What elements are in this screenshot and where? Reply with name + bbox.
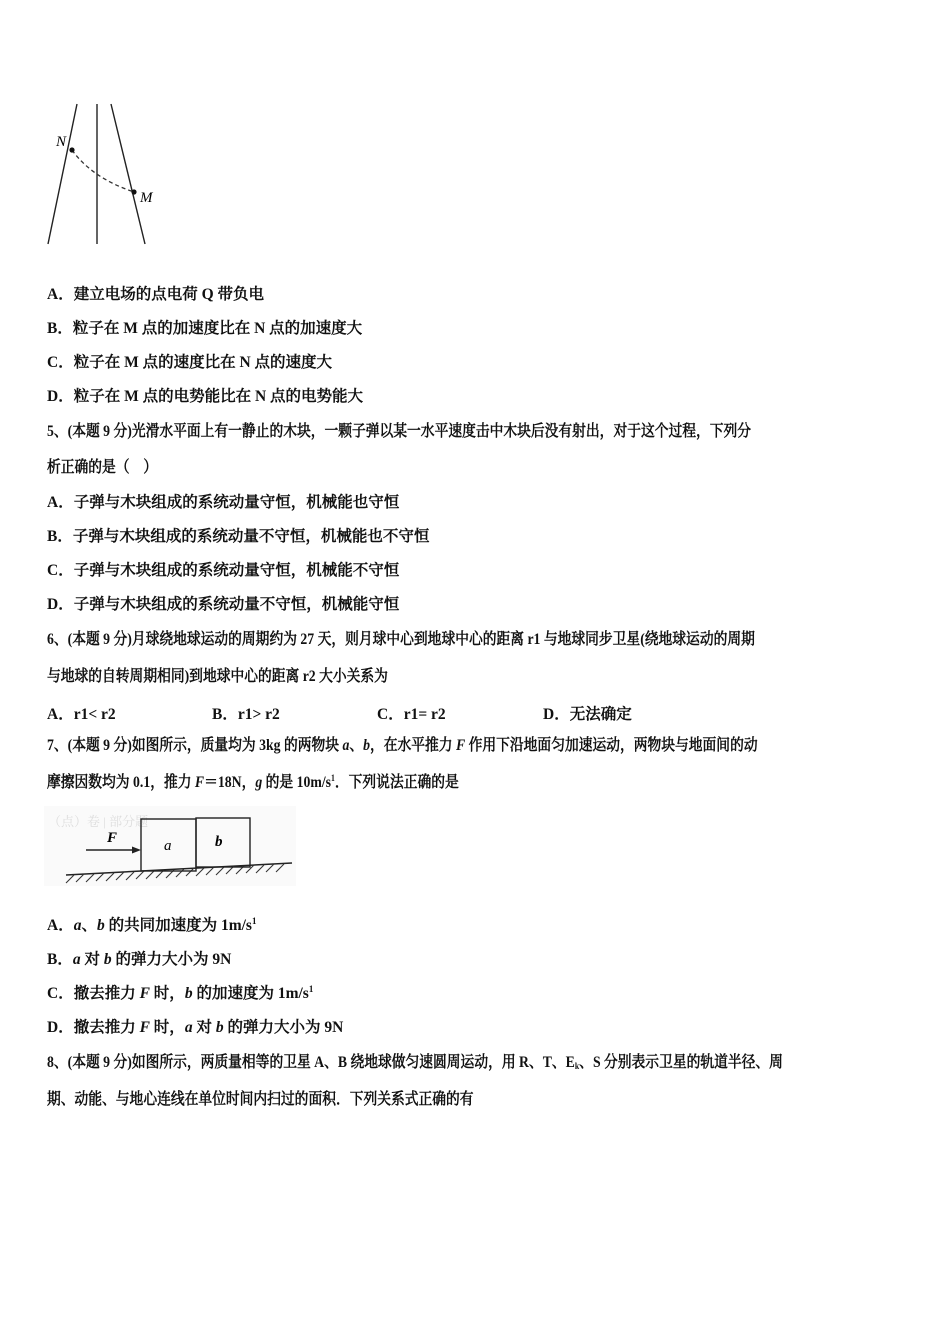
block-a-label: a bbox=[164, 838, 172, 854]
svg-text:（点）卷 | 部分题: （点）卷 | 部分题 bbox=[48, 814, 149, 829]
q4-option-d[interactable]: D．粒子在 M 点的电势能比在 N 点的电势能大 bbox=[47, 388, 364, 405]
q7-option-a[interactable]: A．a、b 的共同加速度为 $1m/s^1$ bbox=[47, 916, 257, 934]
q5-stem-line2: 析正确的是（ ） bbox=[47, 459, 158, 476]
point-n bbox=[69, 147, 74, 152]
q6-stem-line1: 6、(本题 9 分)月球绕地球运动的周期约为 27 天，则月球中心到地球中心的距离 r1 与地球同步卫星(绕地球运动的周期 bbox=[47, 631, 755, 648]
q6-option-d[interactable]: D．无法确定 bbox=[543, 706, 632, 723]
q5-option-c[interactable]: C．子弹与木块组成的系统动量守恒，机械能不守恒 bbox=[47, 562, 400, 579]
q7-stem-line2: 摩擦因数均为 0.1，推力 F＝18N，g 的是 $10m/s^1$．下列说法正确的是 bbox=[47, 773, 459, 791]
q5-stem-line1: 5、(本题 9 分)光滑水平面上有一静止的木块，一颗子弹以某一水平速度击中木块后没有射出，对于这个过程，下列分 bbox=[47, 423, 752, 440]
q7-option-d[interactable]: D．撤去推力 F 时，a 对 b 的弹力大小为 9N bbox=[47, 1019, 344, 1036]
point-m bbox=[131, 189, 136, 194]
q7-option-c[interactable]: C．撤去推力 F 时，b 的加速度为 $1m/s^1$ bbox=[47, 984, 314, 1002]
q7-option-b[interactable]: B．a 对 b 的弹力大小为 9N bbox=[47, 951, 232, 968]
q4-option-b[interactable]: B．粒子在 M 点的加速度比在 N 点的加速度大 bbox=[47, 320, 363, 337]
blocks-figure bbox=[44, 806, 296, 886]
force-label: F bbox=[107, 830, 118, 846]
q5-option-a[interactable]: A．子弹与木块组成的系统动量守恒，机械能也守恒 bbox=[47, 494, 400, 511]
q4-option-a[interactable]: A．建立电场的点电荷 Q 带负电 bbox=[47, 286, 265, 303]
q6-option-c[interactable]: C．r1= r2 bbox=[377, 706, 446, 723]
q4-option-c[interactable]: C．粒子在 M 点的速度比在 N 点的速度大 bbox=[47, 354, 333, 371]
q5-option-d[interactable]: D．子弹与木块组成的系统动量不守恒，机械能守恒 bbox=[47, 596, 400, 613]
label-m: M bbox=[140, 190, 153, 206]
q6-stem-line2: 与地球的自转周期相同)到地球中心的距离 r2 大小关系为 bbox=[47, 668, 388, 685]
q6-option-b[interactable]: B．r1> r2 bbox=[212, 706, 280, 723]
label-n: N bbox=[56, 134, 67, 150]
q8-stem-line2: 期、动能、与地心连线在单位时间内扫过的面积．下列关系式正确的有 bbox=[47, 1091, 474, 1108]
q8-stem-line1: 8、(本题 9 分)如图所示，两质量相等的卫星 A、B 绕地球做匀速圆周运动，用 R、T、$E_k$、S 分别表示卫星的轨道半径、周 bbox=[47, 1054, 783, 1071]
electric-field-figure bbox=[44, 98, 174, 250]
q6-option-a[interactable]: A．r1< r2 bbox=[47, 706, 116, 723]
q7-stem-line1: 7、(本题 9 分)如图所示，质量均为 3kg 的两物块 a、b，在水平推力 F 作用下沿地面匀加速运动，两物块与地面间的动 bbox=[47, 737, 758, 754]
block-b-label: b bbox=[215, 834, 223, 850]
q5-option-b[interactable]: B．子弹与木块组成的系统动量不守恒，机械能也不守恒 bbox=[47, 528, 430, 545]
